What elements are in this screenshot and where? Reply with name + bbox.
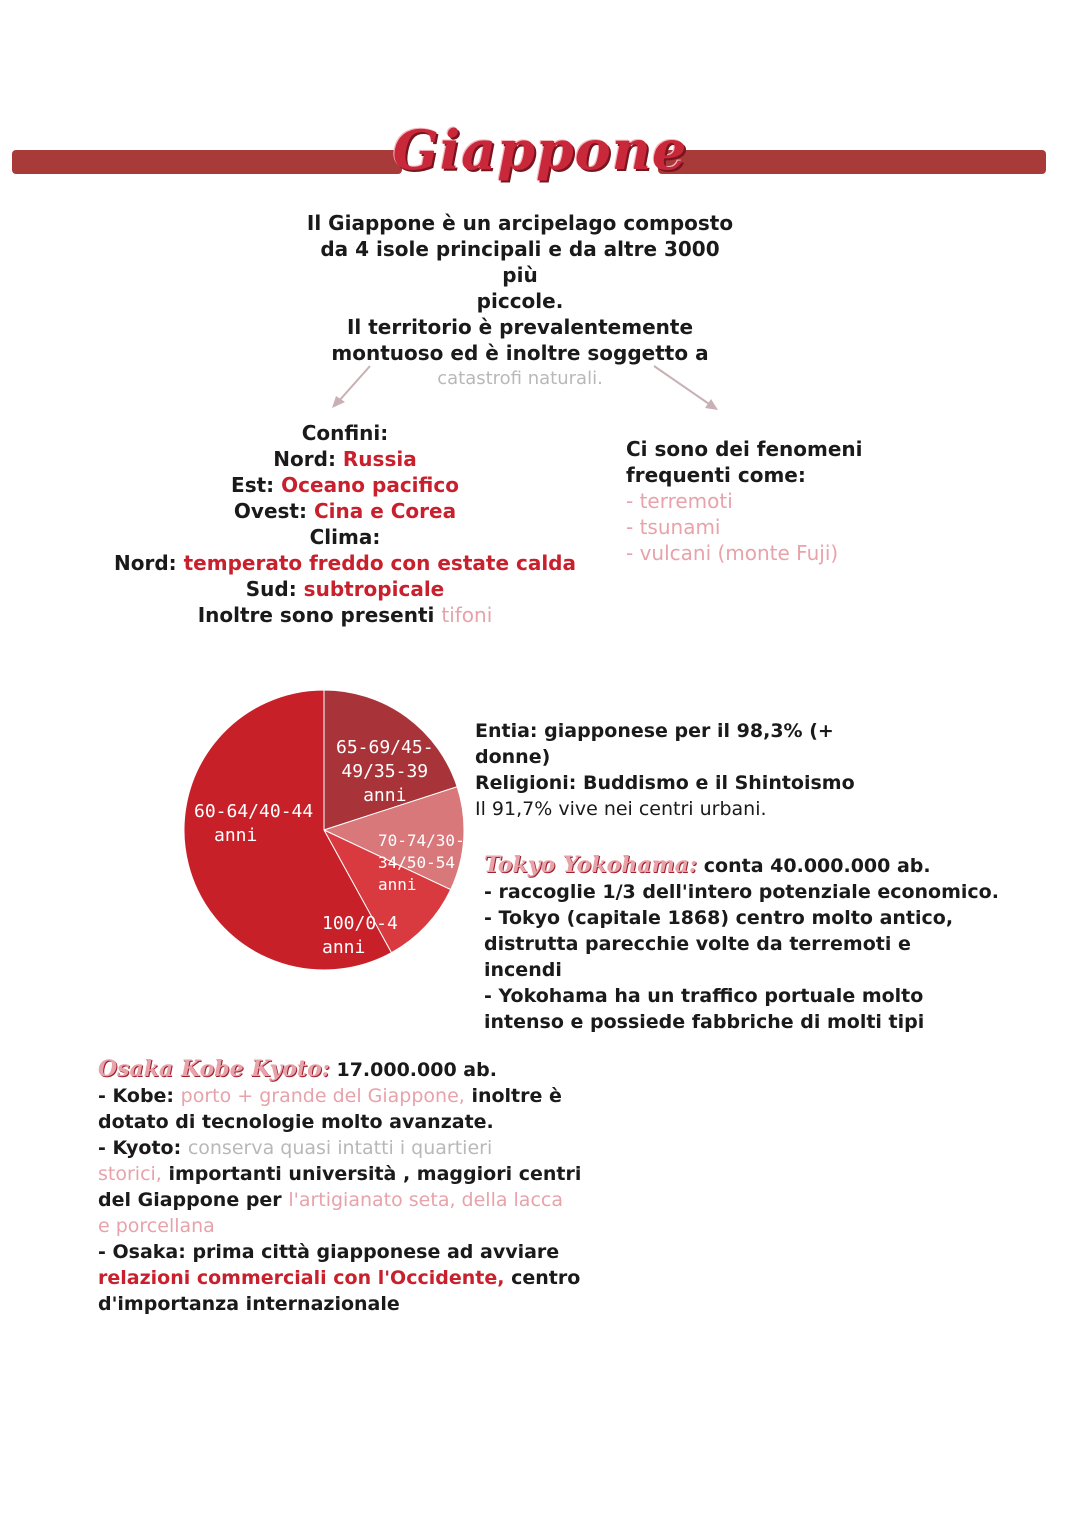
confini-clima-section bbox=[100, 420, 590, 628]
pie-label-65-69: 65-69/45- 49/35-39 anni bbox=[336, 737, 434, 806]
page-title: Giappone bbox=[392, 118, 688, 182]
confini-ovest: Ovest: Cina e Corea bbox=[233, 499, 457, 523]
pie-label-60-64: 60-64/40-44 anni bbox=[194, 801, 314, 846]
tifoni-line: Inoltre sono presenti tifoni bbox=[197, 603, 493, 627]
osaka-line: relazioni commerciali con l'Occidente, centro bbox=[98, 1267, 581, 1289]
tokyo-line: - Tokyo (capitale 1868) centro molto antico, bbox=[484, 907, 954, 929]
fenomeni-item: - terremoti bbox=[626, 489, 733, 513]
tokyo-line: intenso e possiede fabbriche di molti tipi bbox=[484, 1011, 925, 1033]
osaka-section bbox=[98, 1056, 638, 1317]
confini-nord: Nord: Russia bbox=[273, 447, 417, 471]
kyoto-line: storici, importanti università , maggiori centri bbox=[98, 1163, 582, 1185]
intro-line-muted: catastrofi naturali. bbox=[437, 368, 603, 389]
fenomeni-item: - tsunami bbox=[626, 515, 721, 539]
fenomeni-item: - vulcani (monte Fuji) bbox=[626, 541, 839, 565]
tokyo-heading: Tokyo Yokohama: bbox=[484, 852, 698, 878]
tokyo-line: distrutta parecchie volte da terremoti e bbox=[484, 933, 911, 955]
intro-line: Il Giappone è un arcipelago composto bbox=[306, 211, 734, 235]
kobe-line: - Kobe: porto + grande del Giappone, inoltre è bbox=[98, 1085, 562, 1107]
tokyo-line: - Yokohama ha un traffico portuale molto bbox=[484, 985, 924, 1007]
kyoto-line: - Kyoto: conserva quasi intatti i quartieri bbox=[98, 1137, 493, 1159]
intro-line: da 4 isole principali e da altre 3000 più bbox=[320, 237, 720, 287]
intro-line: piccole. bbox=[476, 289, 564, 313]
osaka-line: d'importanza internazionale bbox=[98, 1293, 400, 1315]
clima-label: Clima: bbox=[309, 525, 381, 549]
fenomeni-section bbox=[626, 436, 926, 566]
kyoto-line: e porcellana bbox=[98, 1215, 215, 1237]
kyoto-line: del Giappone per l'artigianato seta, della lacca bbox=[98, 1189, 563, 1211]
intro-line: montuoso ed è inoltre soggetto a bbox=[331, 341, 709, 365]
osaka-heading-line bbox=[98, 1056, 638, 1083]
osaka-count: 17.000.000 ab. bbox=[336, 1059, 497, 1081]
stats-urbani: Il 91,7% vive nei centri urbani. bbox=[475, 798, 767, 820]
pie-label-100: 100/0-4 anni bbox=[322, 913, 398, 958]
fenomeni-line: frequenti come: bbox=[626, 463, 806, 487]
stats-religioni: Religioni: Buddismo e il Shintoismo bbox=[475, 772, 855, 794]
pie-label-70-74: 70-74/30- 34/50-54 anni bbox=[378, 831, 465, 894]
tokyo-heading-line bbox=[484, 852, 1014, 879]
branch-arrows bbox=[0, 0, 1080, 430]
tokyo-line: incendi bbox=[484, 959, 562, 981]
stats-etnia: donne) bbox=[475, 746, 551, 768]
tokyo-count: conta 40.000.000 ab. bbox=[703, 855, 931, 877]
stats-etnia: Entia: giapponese per il 98,3% (+ bbox=[475, 720, 834, 742]
osaka-line: - Osaka: prima città giapponese ad avviare bbox=[98, 1241, 560, 1263]
fenomeni-line: Ci sono dei fenomeni bbox=[626, 437, 863, 461]
stats-section bbox=[475, 718, 855, 822]
confini-est: Est: Oceano pacifico bbox=[231, 473, 459, 497]
tokyo-section bbox=[484, 852, 1014, 1035]
clima-sud: Sud: subtropicale bbox=[245, 577, 445, 601]
confini-label: Confini: bbox=[301, 421, 389, 445]
osaka-heading: Osaka Kobe Kyoto: bbox=[98, 1056, 330, 1082]
kobe-line: dotato di tecnologie molto avanzate. bbox=[98, 1111, 494, 1133]
clima-nord: Nord: temperato freddo con estate calda bbox=[114, 551, 576, 575]
intro-line: Il territorio è prevalentemente bbox=[346, 315, 694, 339]
tokyo-line: - raccoglie 1/3 dell'intero potenziale economico. bbox=[484, 881, 999, 903]
